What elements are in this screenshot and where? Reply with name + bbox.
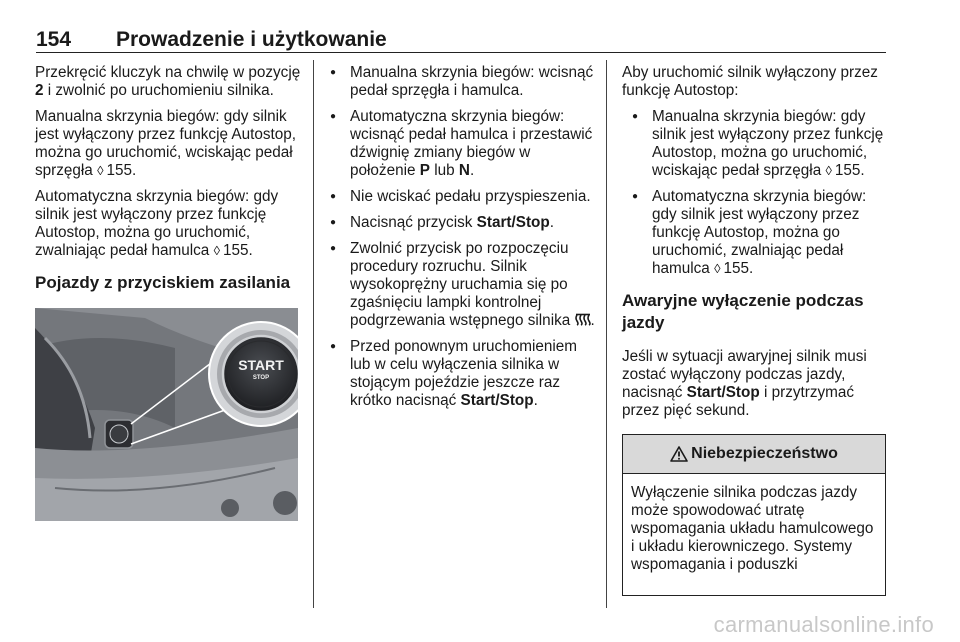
section-heading-power-button: Pojazdy z przyciskiem zasilania bbox=[35, 273, 291, 292]
start-button-label: START STOP bbox=[238, 357, 284, 381]
running-title: Prowadzenie i użytkowanie bbox=[116, 28, 387, 51]
paragraph-emergency-stop: Jeśli w sytuacji awaryjnej silnik musi zostać wyłączony podczas jazdy, nacisnąć Start/Stop i przytrzymać przez pięć sekund. bbox=[622, 348, 867, 419]
warning-title: Niebezpieczeństwo bbox=[691, 445, 838, 462]
paragraph-autostop-intro: Aby uruchomić silnik wyłączony przez funkcję Autostop: bbox=[622, 64, 878, 99]
page-ref-icon: ◊ bbox=[714, 261, 721, 276]
glow-plug-icon bbox=[575, 313, 591, 326]
section-heading-emergency-stop: Awaryjne wyłączenie podczas jazdy bbox=[622, 291, 864, 332]
list-item: ● Automatyczna skrzynia biegów: wcisnąć pedał hamulca i przestawić dźwignię zmiany biegów w położenie P lub N. bbox=[328, 108, 596, 180]
list-item: ● Manualna skrzynia biegów: gdy silnik jest wyłączony przez funkcję Autostop, można go uruchomić, wciskając pedał sprzęgła ◊ 155. bbox=[622, 108, 887, 180]
warning-body: Wyłączenie silnika podczas jazdy może spowodować utratę wspomagania układu hamulcowego i układu kierowniczego. Systemy wspomagania i poduszki bbox=[631, 484, 874, 573]
paragraph-automatic-autostop: Automatyczna skrzynia biegów: gdy silnik jest wyłączony przez funkcję Autostop, można go uruchomić, zwalniając pedał hamulca ◊ 155. bbox=[35, 188, 279, 259]
start-steps-list bbox=[328, 64, 596, 410]
page-ref-link[interactable]: 155. bbox=[834, 162, 865, 179]
list-item: ● Nacisnąć przycisk Start/Stop. bbox=[328, 214, 596, 232]
page-ref-link[interactable]: 155. bbox=[723, 260, 754, 277]
list-item: ● Zwolnić przycisk po rozpoczęciu procedury rozruchu. Silnik wysokoprężny uruchamia się po zgaśnięciu lampki kontrolnej podgrzewania wstępnego silnika . bbox=[328, 240, 596, 330]
list-item: ● Przed ponownym uruchomieniem lub w celu wyłączenia silnika w stojącym pojeździe jeszcze raz krótko nacisnąć Start/Stop. bbox=[328, 338, 596, 410]
list-item: ● Automatyczna skrzynia biegów: gdy silnik jest wyłączony przez funkcję Autostop, można go uruchomić, zwalniając pedał hamulca ◊ 155. bbox=[622, 188, 887, 278]
list-item: ● Manualna skrzynia biegów: wcisnąć pedał sprzęgła i hamulca. bbox=[328, 64, 596, 100]
page-ref-link[interactable]: 155. bbox=[106, 162, 137, 179]
page-ref-link[interactable]: 155. bbox=[223, 242, 253, 259]
column-middle bbox=[328, 64, 596, 418]
column-left bbox=[35, 64, 301, 521]
dashboard-illustration bbox=[35, 308, 298, 521]
page-ref-icon: ◊ bbox=[213, 243, 221, 258]
warning-box bbox=[622, 434, 886, 596]
key-position: 2 bbox=[35, 82, 44, 99]
page-header bbox=[36, 22, 886, 52]
column-right bbox=[622, 64, 887, 596]
start-stop-term: Start/Stop bbox=[476, 214, 550, 231]
list-item: ● Nie wciskać pedału przyspieszenia. bbox=[328, 188, 596, 206]
warning-triangle-icon bbox=[670, 446, 688, 462]
autostop-list bbox=[622, 108, 887, 278]
start-stop-term: Start/Stop bbox=[460, 392, 534, 409]
page-ref-icon: ◊ bbox=[97, 163, 104, 178]
watermark: carmanualsonline.info bbox=[713, 612, 934, 637]
warning-header bbox=[623, 435, 885, 474]
start-stop-term: Start/Stop bbox=[686, 384, 760, 401]
page-ref-icon: ◊ bbox=[825, 163, 832, 178]
column-divider bbox=[313, 60, 314, 608]
paragraph-manual-autostop: Manualna skrzynia biegów: gdy silnik jest wyłączony przez funkcję Autostop, można go uruchomić, wciskając pedał sprzęgła ◊ 155. bbox=[35, 108, 297, 179]
column-divider bbox=[606, 60, 607, 608]
start-stop-button-photo bbox=[35, 308, 298, 521]
header-rule bbox=[36, 52, 886, 53]
paragraph-key-start: Przekręcić kluczyk na chwilę w pozycję 2 i zwolnić po uruchomieniu silnika. bbox=[35, 64, 301, 99]
page-number: 154 bbox=[36, 28, 72, 51]
